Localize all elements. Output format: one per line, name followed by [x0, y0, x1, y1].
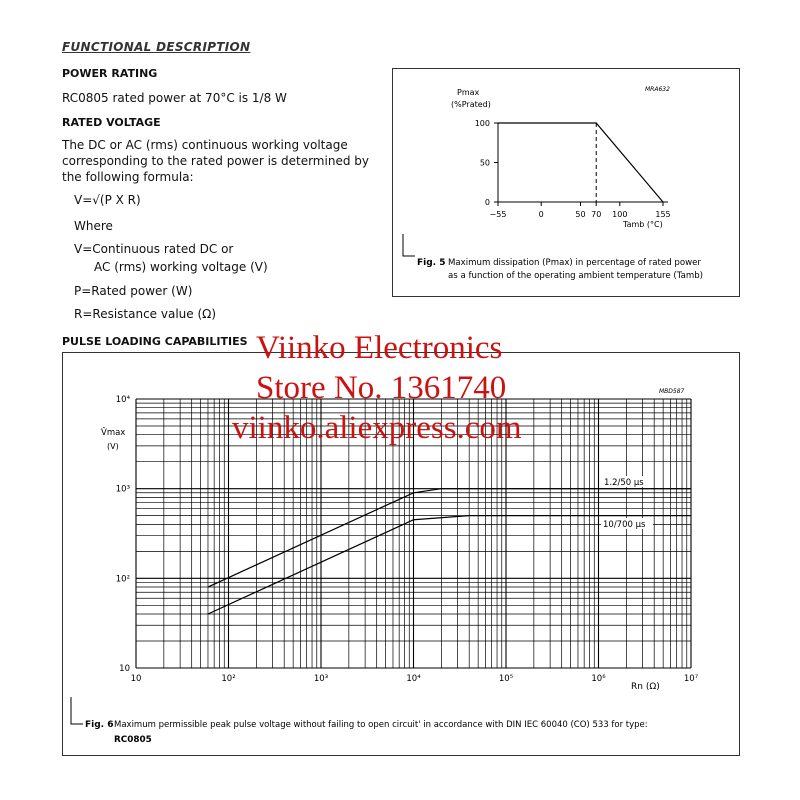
- fig6-ytick-label: 10: [119, 664, 130, 674]
- fig6-xlabel: Rn (Ω): [631, 682, 660, 692]
- rated-voltage-line3: the following formula:: [62, 170, 194, 184]
- where-text: Where: [74, 219, 113, 233]
- watermark-line-2: Store No. 1361740: [256, 370, 507, 406]
- fig6-series-label-2: 10/700 μs: [603, 520, 646, 530]
- rated-voltage-line2: corresponding to the rated power is determined by: [62, 154, 369, 168]
- fig6-xtick-label: 10³: [313, 674, 329, 684]
- fig6-ylabel-1: V̂max: [101, 428, 126, 438]
- fig6-ylabel-2: (V): [107, 442, 119, 451]
- fig5-derating-line: [498, 123, 663, 202]
- fig5-ytick-label: 0: [484, 198, 490, 207]
- watermark-line-3: viinko.aliexpress.com: [232, 410, 522, 446]
- fig6-xtick-label: 10: [130, 674, 142, 684]
- section-title: FUNCTIONAL DESCRIPTION: [62, 40, 251, 54]
- fig5-xtick-label: 70: [591, 210, 602, 219]
- fig6-caption-2: RC0805: [114, 735, 152, 745]
- fig6-xtick-label: 10⁷: [683, 674, 699, 684]
- v-definition-1: V=Continuous rated DC or: [74, 242, 234, 256]
- v-definition-2: AC (rms) working voltage (V): [94, 260, 268, 274]
- rated-voltage-line1: The DC or AC (rms) continuous working voltage: [62, 138, 348, 152]
- fig5-ytick-label: 50: [479, 158, 490, 168]
- fig5-xtick-label: 100: [612, 210, 628, 219]
- fig6-ytick-label: 10⁴: [115, 395, 130, 405]
- fig6-xtick-label: 10²: [221, 674, 236, 684]
- fig6-ytick-label: 10³: [115, 484, 130, 495]
- fig6-ytick-label: 10²: [115, 574, 130, 585]
- fig5-ylabel-1: Pmax: [457, 88, 480, 97]
- fig5-xtick-label: 0: [538, 210, 544, 219]
- fig6-series-1250-line: [208, 489, 691, 587]
- fig6-xtick-label: 10⁵: [498, 674, 514, 684]
- fig6-label: Fig. 6: [85, 720, 114, 730]
- fig6-xtick-label: 10⁴: [406, 674, 421, 684]
- fig6-series-10700-line: [208, 516, 691, 614]
- r-definition: R=Resistance value (Ω): [74, 307, 216, 321]
- fig6-code: MBD587: [659, 388, 685, 395]
- fig5-xtick-label: 155: [655, 210, 671, 219]
- fig5-frame: [392, 68, 740, 297]
- fig5-ylabel-2: (%Prated): [451, 100, 491, 109]
- fig5-chart: [393, 69, 739, 296]
- fig5-label: Fig. 5: [417, 258, 446, 268]
- p-definition: P=Rated power (W): [74, 284, 193, 298]
- fig5-code: MRA632: [645, 86, 670, 93]
- fig5-xlabel: Tamb (°C): [623, 220, 663, 229]
- power-rating-text: RC0805 rated power at 70°C is 1/8 W: [62, 91, 287, 105]
- fig5-caption-1: Maximum dissipation (Pmax) in percentage of rated power: [448, 258, 701, 268]
- fig6-caption-bracket: [71, 697, 83, 724]
- fig5-caption-2: as a function of the operating ambient temperature (Tamb): [448, 271, 704, 281]
- watermark-line-1: Viinko Electronics: [256, 330, 503, 366]
- pulse-heading: PULSE LOADING CAPABILITIES: [62, 335, 248, 348]
- power-rating-heading: POWER RATING: [62, 67, 158, 80]
- fig5-ytick-label: 100: [474, 119, 490, 128]
- fig5-xtick-label: −55: [489, 210, 507, 219]
- fig6-caption-1: Maximum permissible peak pulse voltage without failing to open circuit' in accordance with DIN IEC 60040 (CO) 533 for type:: [114, 720, 648, 730]
- fig5-xtick-label: 50: [575, 210, 586, 219]
- fig6-xtick-label: 10⁶: [591, 674, 606, 684]
- formula: V=√(P X R): [74, 193, 141, 207]
- fig5-caption-bracket: [403, 234, 415, 256]
- fig6-series-label-1: 1.2/50 μs: [604, 478, 644, 488]
- rated-voltage-heading: RATED VOLTAGE: [62, 116, 161, 129]
